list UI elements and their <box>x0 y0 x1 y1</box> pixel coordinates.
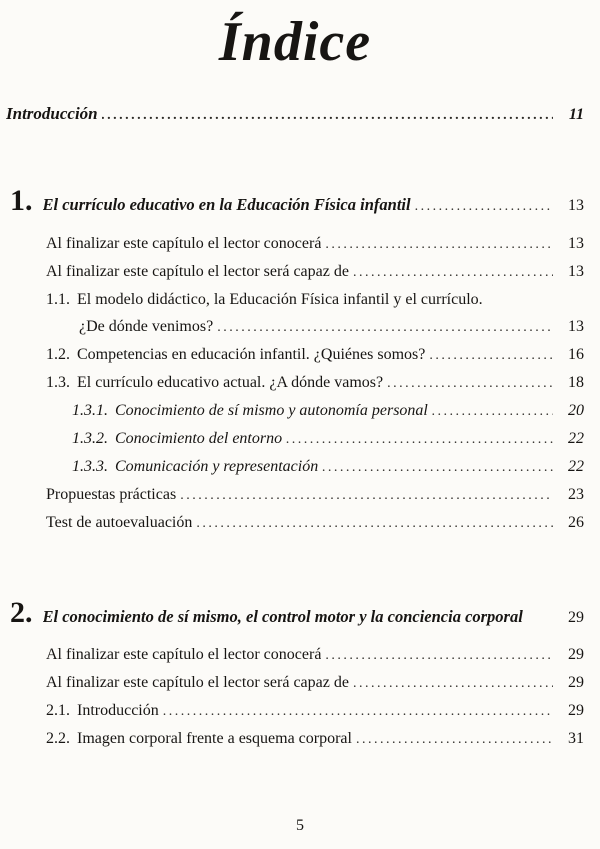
toc-entry <box>6 669 584 697</box>
toc-entry <box>6 453 584 481</box>
entry-number: 1.1. <box>46 290 70 308</box>
entry-label: Comunicación y representación <box>115 457 319 475</box>
entry-page-number: 13 <box>568 262 584 280</box>
entry-page-number: 13 <box>568 196 584 214</box>
toc-entry <box>6 481 584 509</box>
dot-leader <box>102 102 553 129</box>
toc-entry <box>6 725 584 753</box>
entry-page-number: 23 <box>568 485 584 503</box>
entry-page-number: 29 <box>568 645 584 663</box>
dot-leader <box>322 454 553 481</box>
toc-entry <box>6 397 584 425</box>
entry-label: Imagen corporal frente a esquema corporal <box>77 729 352 747</box>
dot-leader <box>353 670 553 697</box>
section-gap <box>6 129 584 187</box>
dot-leader <box>432 398 553 425</box>
entry-page-number: 20 <box>568 401 584 419</box>
toc-entry <box>6 258 584 286</box>
entry-number: 2.1. <box>46 701 70 719</box>
dot-leader <box>415 193 553 220</box>
entry-page-number: 22 <box>568 429 584 447</box>
entry-label: Al finalizar este capítulo el lector será capaz de <box>46 262 349 280</box>
dot-leader <box>196 510 553 537</box>
entry-label: Al finalizar este capítulo el lector será capaz de <box>46 673 349 691</box>
entry-number: 1.3.2. <box>72 429 108 447</box>
chapter-number: 1. <box>10 183 33 217</box>
dot-leader <box>353 259 553 286</box>
entry-number: 1.2. <box>46 345 70 363</box>
dot-leader <box>217 314 553 341</box>
dot-leader <box>325 642 553 669</box>
dot-leader <box>429 342 553 369</box>
dot-leader <box>286 426 553 453</box>
entry-label: Conocimiento del entorno <box>115 429 283 447</box>
toc-entry <box>6 286 584 313</box>
chapter-2-heading <box>6 595 584 631</box>
section-gap <box>6 537 584 599</box>
entry-label: El modelo didáctico, la Educación Física infantil y el currículo. <box>77 290 483 308</box>
toc-entry <box>6 641 584 669</box>
entry-page-number: 29 <box>568 673 584 691</box>
dot-leader <box>387 370 553 397</box>
toc-entry <box>6 230 584 258</box>
entry-label: Al finalizar este capítulo el lector conocerá <box>46 645 322 663</box>
dot-leader <box>356 726 553 753</box>
entry-label: Al finalizar este capítulo el lector conocerá <box>46 234 322 252</box>
entry-page-number: 13 <box>568 317 584 335</box>
toc-entry <box>6 509 584 537</box>
toc-entry <box>6 341 584 369</box>
toc-entry <box>6 697 584 725</box>
entry-label: El currículo educativo actual. ¿A dónde vamos? <box>77 373 384 391</box>
entry-page-number: 26 <box>568 513 584 531</box>
entry-label: Propuestas prácticas <box>46 485 177 503</box>
chapter-title: El conocimiento de sí mismo, el control motor y la conciencia corporal <box>42 606 523 626</box>
chapter-number: 2. <box>10 595 33 629</box>
entry-label: Conocimiento de sí mismo y autonomía personal <box>115 401 428 419</box>
entry-label: Test de autoevaluación <box>46 513 193 531</box>
entry-page-number: 13 <box>568 234 584 252</box>
entry-number: 1.3.1. <box>72 401 108 419</box>
entry-page-number: 29 <box>568 608 584 626</box>
entry-page-number: 29 <box>568 701 584 719</box>
chapter-title: El currículo educativo en la Educación Física infantil <box>42 194 411 214</box>
entry-page-number: 31 <box>568 729 584 747</box>
entry-number: 1.3.3. <box>72 457 108 475</box>
dot-leader <box>163 698 553 725</box>
entry-page-number: 11 <box>568 105 584 123</box>
entry-number: 1.3. <box>46 373 70 391</box>
toc-entry-introduccion <box>6 100 584 129</box>
entry-page-number: 18 <box>568 373 584 391</box>
toc-entry <box>6 425 584 453</box>
toc-entry <box>6 369 584 397</box>
page-title: Índice <box>218 11 372 73</box>
entry-page-number: 16 <box>568 345 584 363</box>
entry-label: Introducción <box>77 701 159 719</box>
dot-leader <box>325 231 553 258</box>
footer-page-number: 5 <box>296 817 304 834</box>
entry-label: Introducción <box>6 103 98 123</box>
entry-label: Competencias en educación infantil. ¿Quiénes somos? <box>77 345 426 363</box>
chapter-1-heading <box>6 183 584 220</box>
toc-entry-continuation <box>6 313 584 341</box>
dot-leader <box>180 482 553 509</box>
entry-number: 2.2. <box>46 729 70 747</box>
entry-page-number: 22 <box>568 457 584 475</box>
entry-label: ¿De dónde venimos? <box>79 317 214 335</box>
